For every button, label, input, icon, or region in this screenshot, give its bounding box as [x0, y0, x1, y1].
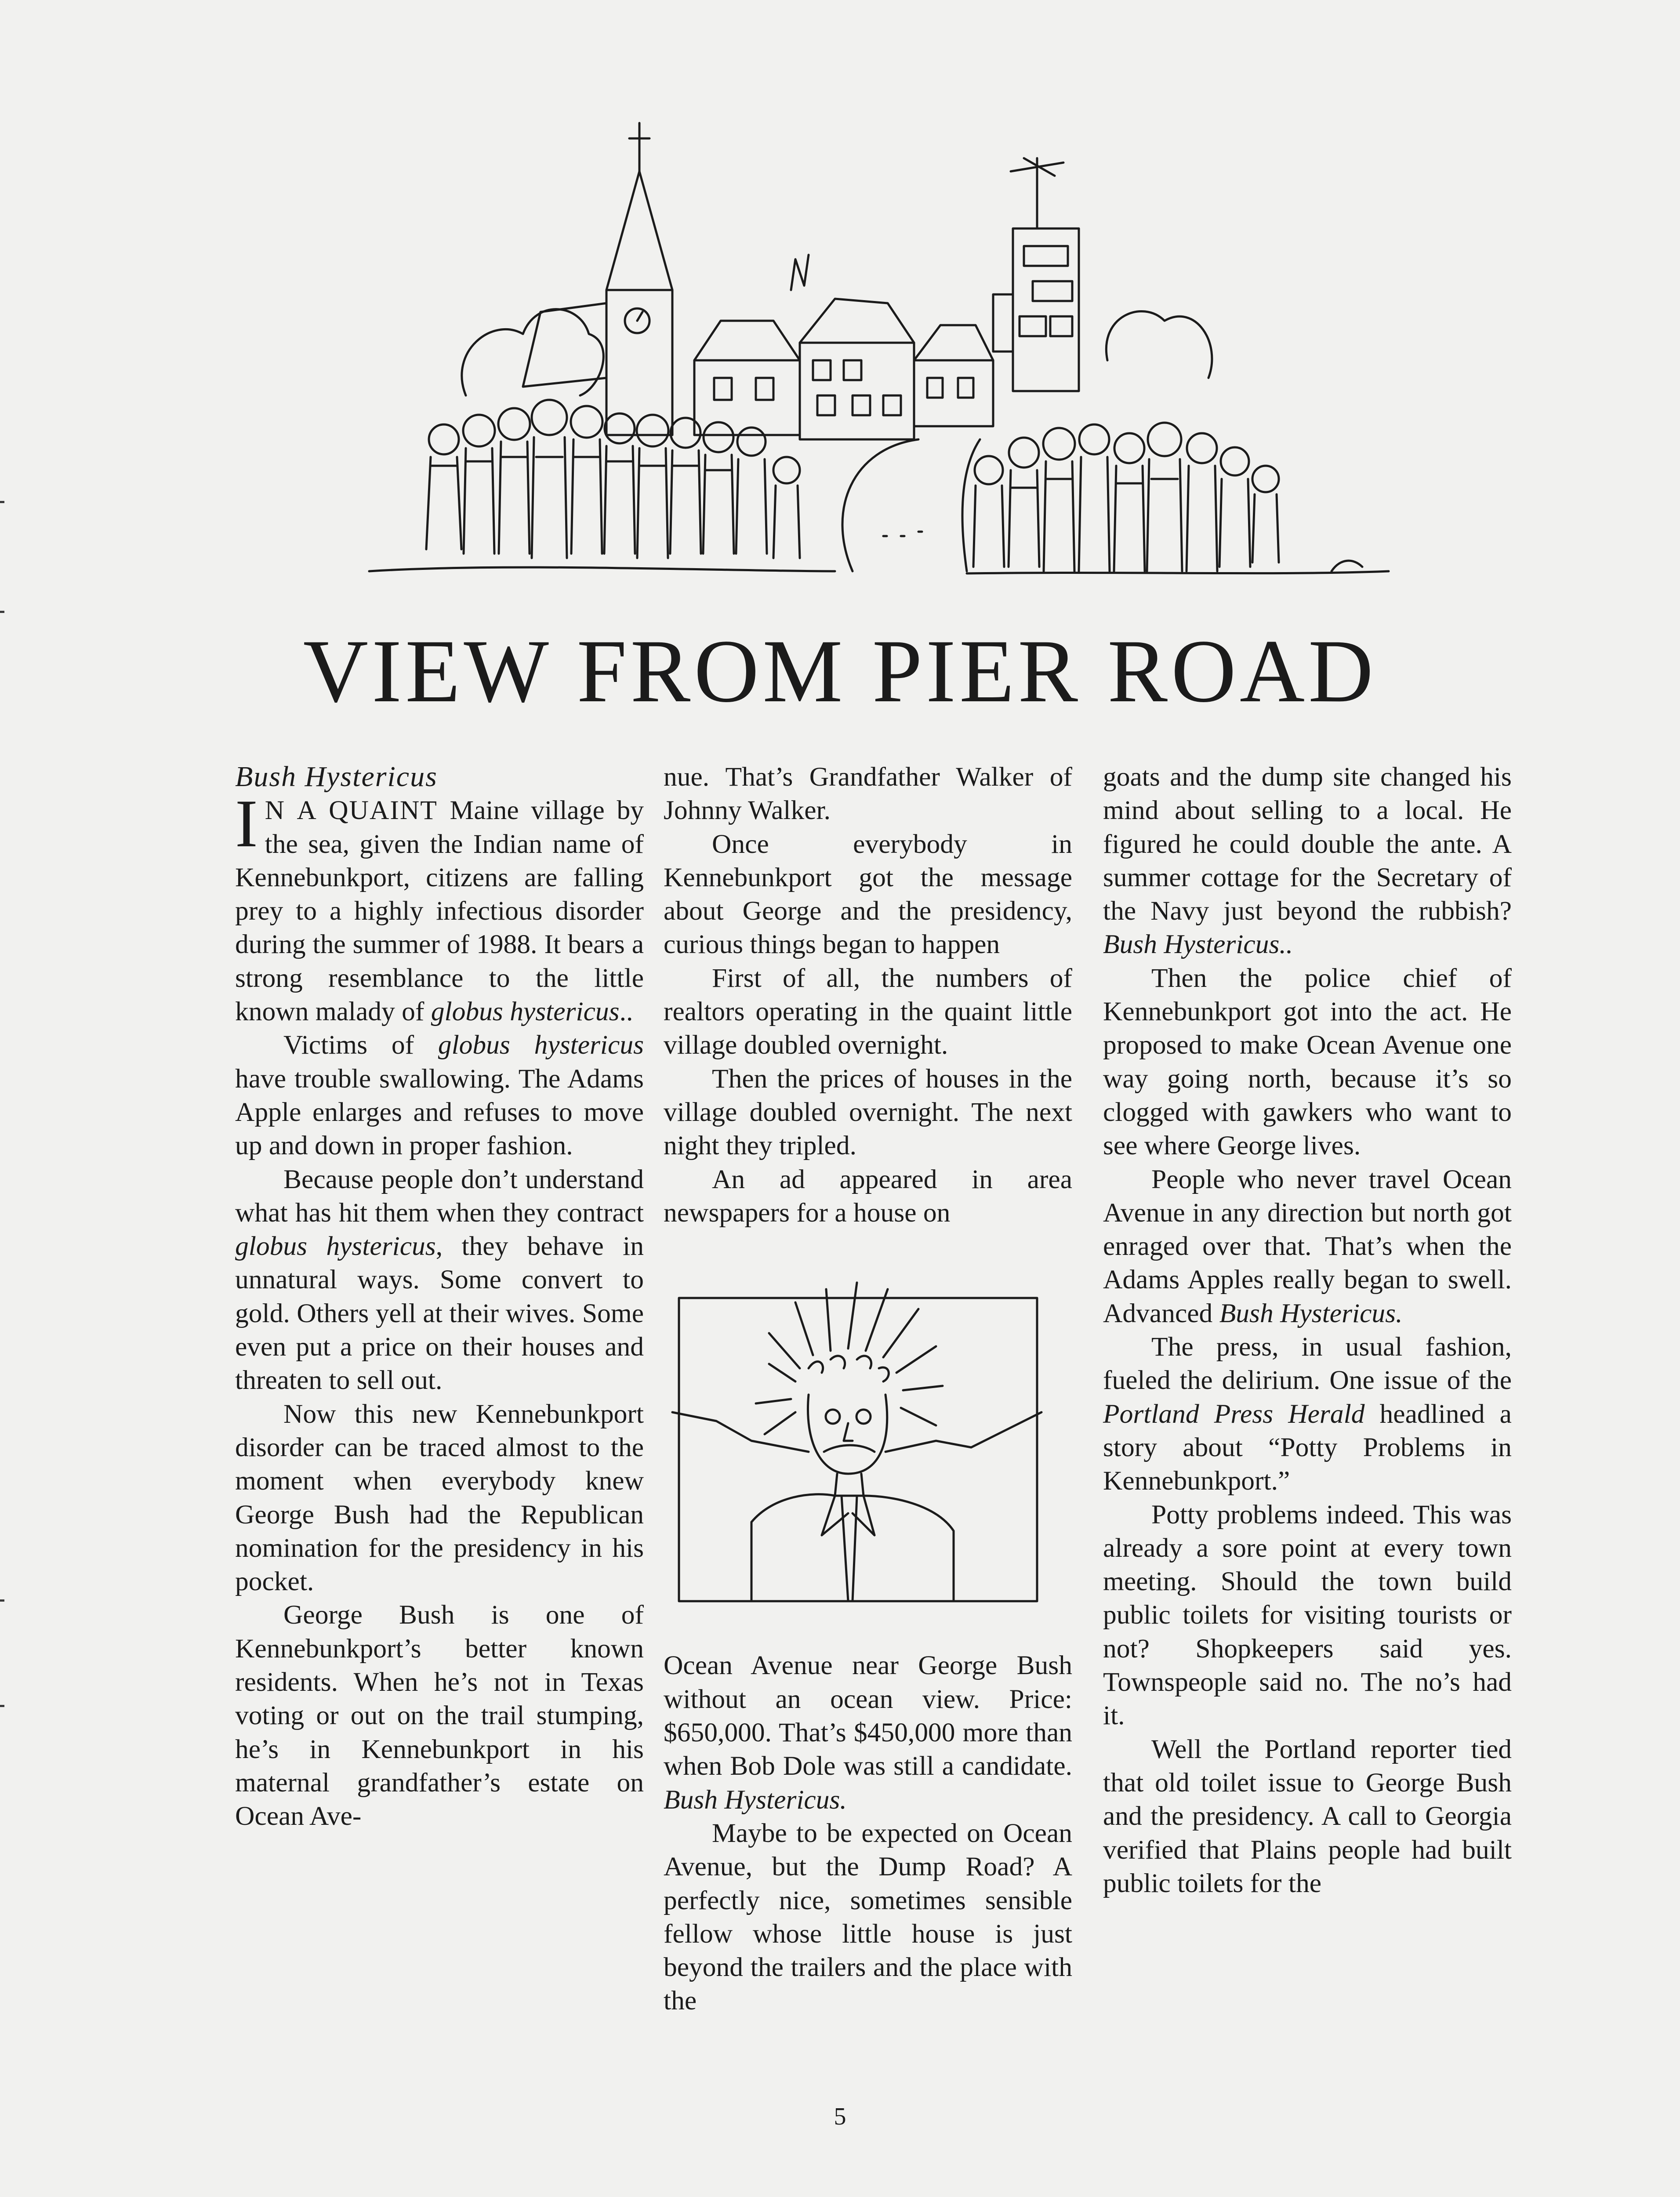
paragraph: Potty problems indeed. This was already a sore point at every town meeting. Should the town build public toilets for visiting tourists or not? Shopkeepers said yes. Townspeople said no. The no’s had it.: [1103, 1499, 1512, 1731]
binding-mark: [0, 1599, 4, 1602]
paragraph: Because people don’t understand what has hit them when they contract globus hystericus, they behave in unnatural ways. Some convert to gold. Others yell at their wives. Some even put a price on their houses and threaten to sell out.: [235, 1164, 644, 1396]
article-column-1: [235, 760, 644, 1833]
paragraph: Then the police chief of Kennebunkport got into the act. He proposed to make Ocean Avenue one way going north, because it’s so clogged with gawkers who want to see where George lives.: [1103, 963, 1512, 1161]
article-column-2: [664, 760, 1072, 2018]
drop-cap: I: [235, 786, 258, 862]
wild-hair: [756, 1283, 943, 1434]
tall-building: [993, 158, 1079, 391]
page-title: VIEW FROM PIER ROAD: [303, 621, 1377, 721]
paragraph: The press, in usual fashion, fueled the delirium. One issue of the Portland Press Herald headlined a story about “Potty Problems in Kennebunkport.”: [1103, 1332, 1512, 1496]
right-crowd: [967, 423, 1389, 573]
paragraph: People who never travel Ocean Avenue in any direction but north got enraged over that. That’s when the Adams Apples really began to swell. Advanced Bush Hystericus.: [1103, 1164, 1512, 1328]
binding-mark: [0, 611, 4, 613]
village-crowd-illustration: [334, 114, 1424, 598]
paragraph: Now this new Kennebunkport disorder can be traced almost to the moment when everybody knew George Bush had the Republican nomination for the presidency in his pocket.: [235, 1399, 644, 1597]
paragraph: Well the Portland reporter tied that old toilet issue to George Bush and the presidency. A call to Georgia verified that Plains people had built public toilets for the: [1103, 1734, 1512, 1898]
binding-mark: [0, 501, 4, 503]
paragraph: Maybe to be expected on Ocean Avenue, but the Dump Road? A perfectly nice, sometimes sensible fellow whose little house is just beyond the trailers and the place with the: [664, 1818, 1072, 2016]
paragraph: Once everybody in Kennebunkport got the message about George and the presidency, curious things began to happen: [664, 829, 1072, 960]
church-steeple: [523, 123, 672, 435]
paragraph: Ocean Avenue near George Bush without an ocean view. Price: $650,000. That’s $450,000 more than when Bob Dole was still a candidate. Bush Hystericus.: [664, 1650, 1072, 1815]
paragraph: Then the prices of houses in the village doubled overnight. The next night they tripled.: [664, 1063, 1072, 1161]
paragraph: First of all, the numbers of realtors operating in the quaint little village doubled overnight.: [664, 963, 1072, 1060]
paragraph: nue. That’s Grandfather Walker of Johnny Walker.: [664, 762, 1072, 826]
paragraph: George Bush is one of Kennebunkport’s better known residents. When he’s not in Texas voting or out on the trail stumping, he’s in Kennebunkport in his maternal grandfather’s estate on Ocean Ave-: [235, 1600, 644, 1831]
paragraph: Victims of globus hystericus have trouble swallowing. The Adams Apple enlarges and refuses to move up and down in proper fashion.: [235, 1030, 644, 1161]
paragraph: An ad appeared in area newspapers for a house on: [664, 1164, 1072, 1228]
houses: [694, 255, 993, 439]
wild-hair-man-illustration: [664, 1267, 1072, 1610]
paragraph: I N A QUAINT Maine village by the sea, given the Indian name of Kennebunkport, citizens are falling prey to a highly infectious disorder during the summer of 1988. It bears a strong resemblance to the little known malady of globus hystericus..: [235, 786, 644, 1027]
paragraph: goats and the dump site changed his mind about selling to a local. He figured he could double the ante. A summer cottage for the Secretary of the Navy just beyond the rubbish? Bush Hystericus..: [1103, 762, 1512, 960]
left-crowd: [369, 400, 835, 571]
article-subtitle: Bush Hystericus: [235, 761, 438, 793]
binding-mark: [0, 1705, 4, 1707]
page-number: 5: [834, 2103, 846, 2130]
article-column-3: [1103, 760, 1512, 1900]
